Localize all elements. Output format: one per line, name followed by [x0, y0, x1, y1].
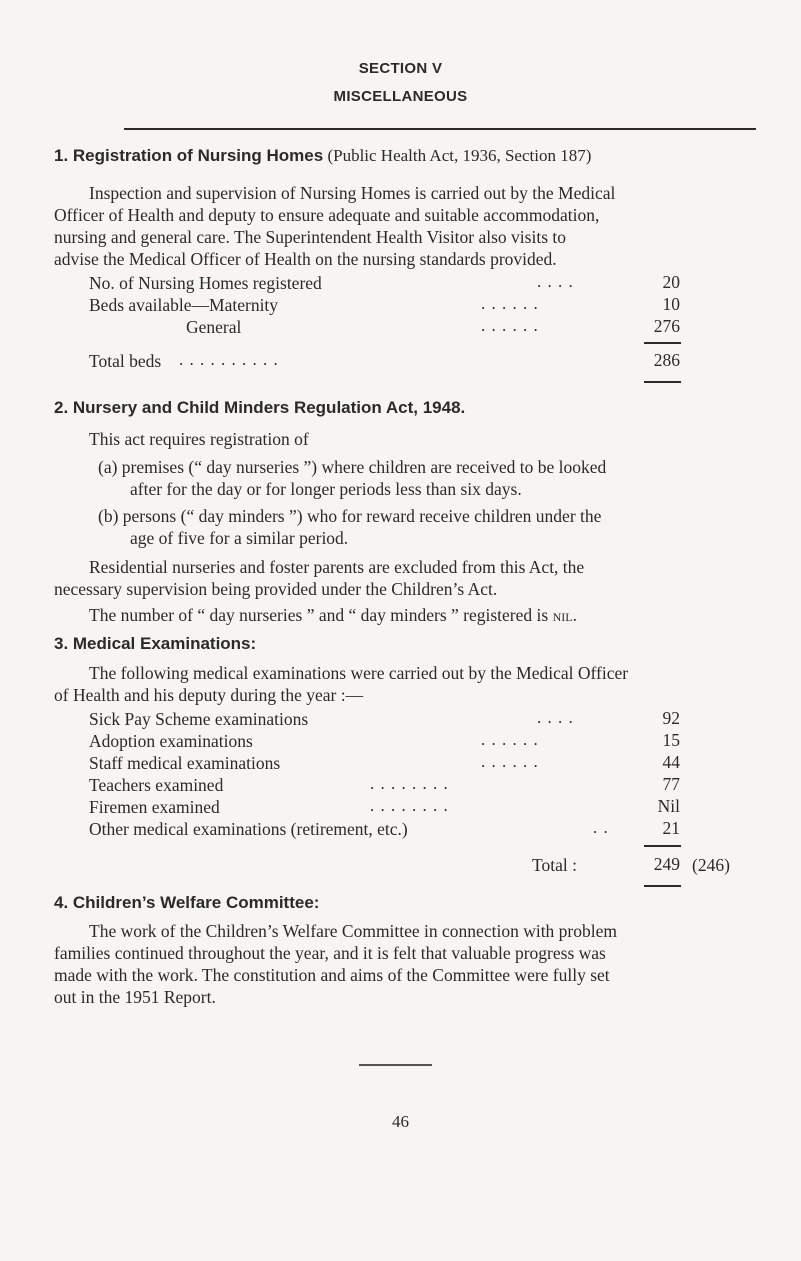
- s2-para3-text: The number of “ day nurseries ” and “ day minders ” registered is: [89, 605, 549, 625]
- s1-row-value: 10: [662, 294, 680, 314]
- s4-para-line-4: out in the 1951 Report.: [54, 987, 216, 1007]
- s1-total-value: 286: [653, 350, 680, 370]
- leader-dots: . . . . . .: [481, 316, 539, 335]
- s1-para-line-1: Inspection and supervision of Nursing Homes is carried out by the Medical: [89, 183, 616, 203]
- section-number: SECTION V: [358, 60, 443, 77]
- s1-row-label: General: [186, 317, 242, 337]
- s1-para-line-3: nursing and general care. The Superintendent Health Visitor also visits to: [54, 227, 567, 247]
- section-title: MISCELLANEOUS: [333, 88, 468, 105]
- s3-row-value: 92: [662, 708, 680, 728]
- total-rule: [644, 845, 681, 847]
- s1-heading-line: [54, 146, 591, 166]
- s1-row-value: 20: [662, 272, 680, 292]
- page-number: 46: [392, 1112, 409, 1131]
- s1-row-label: Beds available—Maternity: [89, 295, 279, 315]
- s2-heading: 2. Nursery and Child Minders Regulation Act, 1948.: [54, 398, 466, 417]
- leader-dots: . . . .: [537, 272, 574, 291]
- s3-row-label: Adoption examinations: [89, 731, 253, 751]
- s3-row-value: 77: [662, 774, 680, 794]
- s4-heading: 4. Children’s Welfare Committee:: [54, 893, 320, 912]
- s1-row-value: 276: [653, 316, 680, 336]
- s3-row-label: Firemen examined: [89, 797, 220, 817]
- footer-rule: [359, 1064, 432, 1066]
- s3-heading: 3. Medical Examinations:: [54, 634, 257, 653]
- leader-dots: . . . .: [537, 708, 574, 727]
- leader-dots: . . . . . . . .: [370, 796, 449, 815]
- s1-para-line-2: Officer of Health and deputy to ensure adequate and suitable accommodation,: [54, 205, 600, 225]
- s3-row-label: Sick Pay Scheme examinations: [89, 709, 309, 729]
- s3-row-label: Teachers examined: [89, 775, 224, 795]
- s2-para2-line-1: Residential nurseries and foster parents are excluded from this Act, the: [89, 557, 585, 577]
- s3-row-value: 21: [662, 818, 680, 838]
- leader-dots: . . . . . .: [481, 294, 539, 313]
- s3-total-label: Total :: [532, 855, 577, 875]
- s1-heading-ref: (Public Health Act, 1936, Section 187): [327, 146, 592, 165]
- s4-para-line-1: The work of the Children’s Welfare Committee in connection with problem: [89, 921, 617, 941]
- header-rule: [124, 128, 756, 130]
- s1-row-label: No. of Nursing Homes registered: [89, 273, 322, 293]
- s1-para-line-4: advise the Medical Officer of Health on the nursing standards provided.: [54, 249, 557, 269]
- s3-total-value: 249: [653, 854, 680, 874]
- s2-para3-nil: nil.: [552, 605, 577, 625]
- s2-item-b-line-1: (b) persons (“ day minders ”) who for reward receive children under the: [98, 506, 602, 526]
- s3-row-label: Other medical examinations (retirement, etc.): [89, 819, 408, 839]
- leader-dots: . . . . . . . .: [370, 774, 449, 793]
- s3-row-value: Nil: [657, 796, 680, 816]
- s3-para-line-1: The following medical examinations were carried out by the Medical Officer: [89, 663, 629, 683]
- total-rule: [644, 342, 681, 344]
- s2-para3: [89, 604, 577, 626]
- s3-row-value: 44: [662, 752, 680, 772]
- s1-total-label: Total beds: [89, 351, 162, 371]
- leader-dots: . . . . . .: [481, 730, 539, 749]
- leader-dots: . . . . . .: [481, 752, 539, 771]
- s3-row-label: Staff medical examinations: [89, 753, 281, 773]
- s3-total-previous: (246): [692, 855, 730, 875]
- s1-heading: 1. Registration of Nursing Homes: [54, 146, 324, 165]
- total-rule: [644, 885, 681, 887]
- s2-item-b-line-2: age of five for a similar period.: [130, 528, 349, 548]
- s2-item-a-line-1: (a) premises (“ day nurseries ”) where children are received to be looked: [98, 457, 607, 477]
- total-rule: [644, 381, 681, 383]
- s4-para-line-2: families continued throughout the year, and it is felt that valuable progress was: [54, 943, 606, 963]
- leader-dots: . .: [593, 818, 609, 837]
- s4-para-line-3: made with the work. The constitution and aims of the Committee were fully set: [54, 965, 610, 985]
- s2-intro: This act requires registration of: [89, 429, 309, 449]
- leader-dots: . . . . . . . . . .: [179, 350, 279, 369]
- s3-para-line-2: of Health and his deputy during the year :—: [54, 685, 364, 705]
- s3-row-value: 15: [662, 730, 680, 750]
- s2-item-a-line-2: after for the day or for longer periods less than six days.: [130, 479, 522, 499]
- s2-para2-line-2: necessary supervision being provided under the Children’s Act.: [54, 579, 498, 599]
